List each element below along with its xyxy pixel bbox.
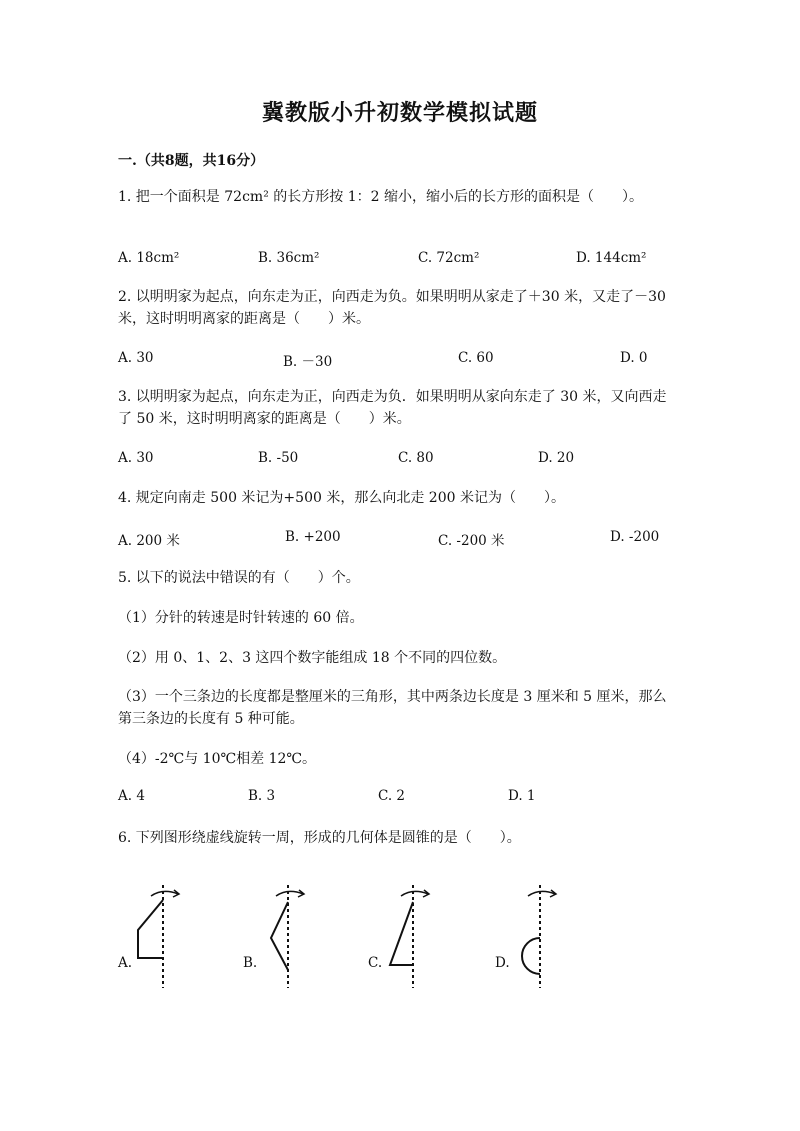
question-4: 4. 规定向南走 500 米记为+500 米，那么向北走 200 米记为（ ）。 <box>118 490 565 506</box>
figure-c <box>368 880 488 990</box>
figure-d-shape <box>495 880 615 990</box>
q4-option-c: C. -200 米 <box>438 533 505 549</box>
q2-option-d: D. 0 <box>620 350 648 366</box>
figure-b <box>243 880 363 990</box>
question-5: 5. 以下的说法中错误的有（ ）个。 <box>118 570 360 586</box>
question-3: 3. 以明明家为起点，向东走为正，向西走为负．如果明明从家向东走了 30 米，又向西走了 50 米，这时明明离家的距离是（ ）米。 <box>118 389 667 427</box>
q4-option-d: D. -200 <box>610 529 660 545</box>
q3-option-c: C. 80 <box>398 450 434 466</box>
figure-a-shape <box>118 880 238 990</box>
q5-option-d: D. 1 <box>508 788 536 804</box>
q4-option-b: B. +200 <box>285 529 341 545</box>
q5-option-c: C. 2 <box>378 788 406 804</box>
page-title: 冀教版小升初数学模拟试题 <box>261 100 538 126</box>
q4-option-a: A. 200 米 <box>118 533 180 549</box>
figure-a-label: A. <box>118 955 133 971</box>
q3-option-a: A. 30 <box>118 450 154 466</box>
figure-b-label: B. <box>243 955 258 971</box>
question-2: 2. 以明明家为起点，向东走为正，向西走为负。如果明明从家走了＋30 米，又走了－30 米，这时明明离家的距离是（ ）米。 <box>118 289 666 327</box>
q5-statement-1: （1）分针的转速是时针转速的 60 倍。 <box>118 610 364 626</box>
q1-option-d: D. 144cm² <box>576 250 647 266</box>
section-heading: 一.（共8题，共16分） <box>118 153 265 169</box>
figure-a <box>118 880 238 990</box>
q3-option-b: B. -50 <box>258 450 299 466</box>
q5-statement-4: （4）-2℃与 10℃相差 12℃。 <box>118 751 317 767</box>
q5-option-a: A. 4 <box>118 788 145 804</box>
q5-statement-2: （2）用 0、1、2、3 这四个数字能组成 18 个不同的四位数。 <box>118 650 507 666</box>
question-6: 6. 下列图形绕虚线旋转一周，形成的几何体是圆锥的是（ ）。 <box>118 830 521 846</box>
figure-c-shape <box>368 880 488 990</box>
q2-option-b: B. －30 <box>283 354 333 370</box>
q3-option-d: D. 20 <box>538 450 575 466</box>
q2-option-a: A. 30 <box>118 350 154 366</box>
figure-c-label: C. <box>368 955 383 971</box>
q1-option-a: A. 18cm² <box>118 250 180 266</box>
figure-b-shape <box>243 880 363 990</box>
q5-statement-3: （3）一个三条边的长度都是整厘米的三角形，其中两条边长度是 3 厘米和 5 厘米，那么第三条边的长度有 5 种可能。 <box>118 689 667 727</box>
q1-option-c: C. 72cm² <box>418 250 480 266</box>
q5-option-b: B. 3 <box>248 788 276 804</box>
q1-option-b: B. 36cm² <box>258 250 320 266</box>
q2-option-c: C. 60 <box>458 350 494 366</box>
question-1: 1. 把一个面积是 72cm² 的长方形按 1：2 缩小，缩小后的长方形的面积是（ ）。 <box>118 189 643 205</box>
figure-d-label: D. <box>495 955 510 971</box>
figure-d <box>495 880 615 990</box>
